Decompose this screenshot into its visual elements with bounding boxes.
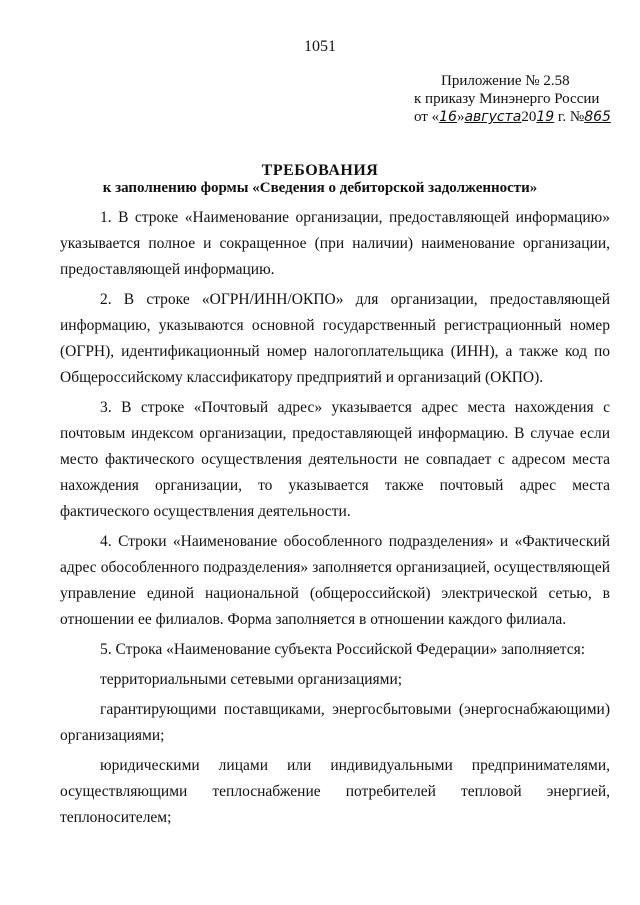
document-body xyxy=(60,205,610,835)
paragraph: 1. В строке «Наименование организации, предоставляющей информацию» указывается полное и сокращенное (при наличии) наименование организации, предоставляющей информацию. xyxy=(60,209,610,278)
page-number: 1051 xyxy=(304,38,336,55)
paragraph: 3. В строке «Почтовый адрес» указывается адрес места нахождения с почтовым индексом организации, предоставляющей информацию. В случае если место фактического осуществления деятельности не совпадает с адресом места нахождения организации, то указывается также почтовый адрес места фактического осуществления деятельности. xyxy=(60,399,610,520)
document-title: ТРЕБОВАНИЯ xyxy=(261,162,379,179)
paragraph: юридическими лицами или индивидуальными предпринимателями, осуществляющими теплоснабжение потребителей тепловой энергией, теплоносителем; xyxy=(60,757,610,826)
handwritten-order-number: 865 xyxy=(584,109,611,125)
handwritten-day: 16 xyxy=(439,109,457,125)
paragraph: территориальными сетевыми организациями; xyxy=(100,671,403,688)
appendix-title: Приложение № 2.58 xyxy=(441,73,570,89)
paragraph: гарантирующими поставщиками, энергосбытовыми (энергоснабжающими) организациями; xyxy=(60,701,610,744)
date-quote-close: » xyxy=(456,109,465,125)
appendix-order-ref: к приказу Минэнерго России xyxy=(414,91,600,107)
order-number-label: г. № xyxy=(554,109,585,125)
year-prefix: 20 xyxy=(521,109,537,125)
appendix-date-line xyxy=(414,108,611,126)
paragraph: 5. Строка «Наименование субъекта Российской Федерации» заполняется: xyxy=(100,641,586,658)
paragraph: 4. Строки «Наименование обособленного подразделения» и «Фактический адрес обособленного подразделения» заполняется организацией, осуществляющей управление единой национальной (общероссийской) электрической сетью, в отношении ее филиалов. Форма заполняется в отношении каждого филиала. xyxy=(60,533,610,628)
paragraph: 2. В строке «ОГРН/ИНН/ОКПО» для организации, предоставляющей информацию, указываются основной государственный регистрационный номер (ОГРН), идентификационный номер налогоплательщика (ИНН), а также код по Общероссийскому классификатору предприятий и организаций (ОКПО). xyxy=(60,291,610,386)
document-subtitle: к заполнению формы «Сведения о дебиторской задолженности» xyxy=(102,180,538,196)
date-prefix: от « xyxy=(414,109,440,125)
handwritten-month: августа xyxy=(464,109,522,125)
handwritten-year: 19 xyxy=(536,109,555,125)
